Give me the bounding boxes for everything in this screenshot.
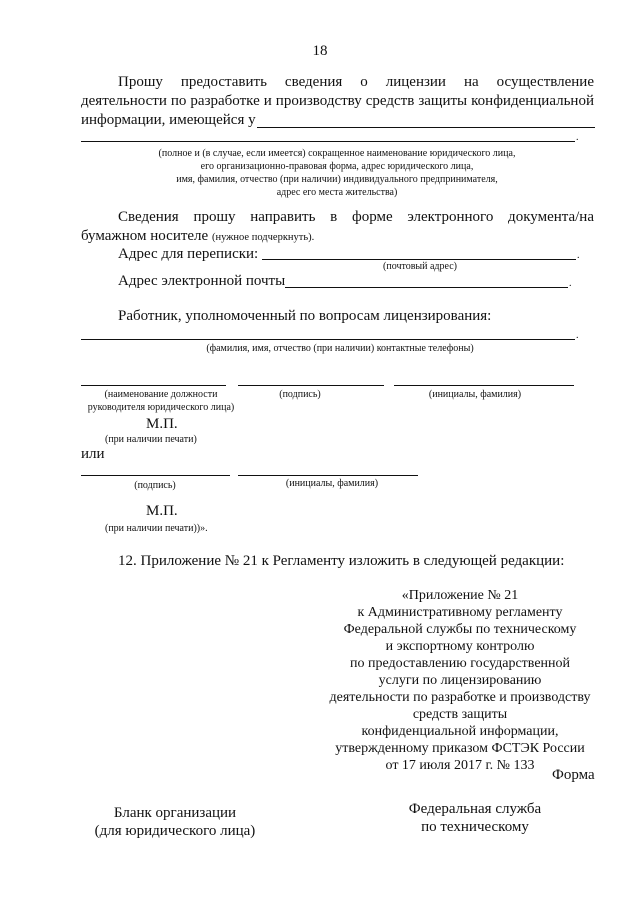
- position-caption-line-2: руководителя юридического лица): [87, 402, 235, 413]
- appendix-heading: [325, 587, 595, 774]
- holder-name-line-2[interactable]: [81, 141, 575, 142]
- officer-dot: .: [576, 330, 579, 341]
- initials-line-1[interactable]: [394, 385, 574, 386]
- appendix-line-5: по предоставлению государственной: [349, 656, 571, 671]
- delivery-line-2: [81, 227, 314, 245]
- signature-line-1[interactable]: [238, 385, 384, 386]
- letterhead-right-line-1: Федеральная служба: [408, 801, 542, 817]
- postal-dot: .: [577, 250, 580, 261]
- stamp-label-1: М.П.: [146, 416, 178, 432]
- appendix-line-10: утвержденному приказом ФСТЭК России: [335, 741, 585, 756]
- letterhead-right: [390, 800, 560, 836]
- stamp-note-2: (при наличии печати))».: [105, 523, 208, 534]
- holder-caption-line-4: адрес его места жительства): [276, 187, 398, 198]
- appendix-line-3: Федеральной службы по техническому: [343, 622, 577, 637]
- appendix-line-2: к Административному регламенту: [357, 605, 563, 620]
- email-dot: .: [569, 278, 572, 289]
- or-label: или: [81, 446, 105, 462]
- holder-caption: [81, 147, 593, 199]
- email-label: Адрес электронной почты: [118, 273, 286, 289]
- appendix-line-1: «Приложение № 21: [401, 588, 519, 603]
- appendix-line-7: деятельности по разработке и производству: [329, 690, 591, 705]
- appendix-line-11: от 17 июля 2017 г. № 133: [385, 758, 535, 773]
- postal-label: Адрес для переписки:: [118, 246, 259, 262]
- request-line-3: информации, имеющейся у: [81, 112, 256, 128]
- request-line-1: Прошу предоставить сведения о лицензии на осуществление: [118, 74, 594, 90]
- initials-caption-2: (инициалы, фамилия): [285, 478, 379, 489]
- stamp-label-2: М.П.: [146, 503, 178, 519]
- letterhead-left-line-2: (для юридического лица): [94, 823, 256, 839]
- letterhead-left-line-1: Бланк организации: [113, 805, 237, 821]
- position-caption-line-1: (наименование должности: [104, 389, 218, 400]
- position-line[interactable]: [81, 385, 226, 386]
- form-label: Форма: [552, 767, 595, 783]
- delivery-medium: бумажном носителе: [81, 228, 209, 244]
- line-end-dot: .: [576, 132, 579, 143]
- initials-line-2[interactable]: [238, 475, 418, 476]
- officer-line[interactable]: [81, 339, 575, 340]
- letterhead-right-line-2: по техническому: [421, 819, 529, 835]
- signature-caption-1: (подпись): [279, 389, 321, 400]
- page-number: 18: [312, 43, 328, 59]
- position-caption: [81, 388, 241, 414]
- request-line-2: деятельности по разработке и производству средств защиты конфиденциальной: [81, 93, 594, 109]
- signature-caption-2: (подпись): [134, 480, 176, 491]
- delivery-line-1: Сведения прошу направить в форме электронного документа/на: [118, 209, 594, 225]
- holder-caption-line-2: его организационно-правовая форма, адрес юридического лица,: [200, 161, 474, 172]
- appendix-line-6: услуги по лицензированию: [378, 673, 542, 688]
- signature-line-2[interactable]: [81, 475, 230, 476]
- initials-caption-1: (инициалы, фамилия): [428, 389, 522, 400]
- stamp-note-1: (при наличии печати): [105, 434, 197, 445]
- delivery-note: (нужное подчеркнуть).: [211, 232, 315, 243]
- appendix-line-4: и экспортному контролю: [385, 639, 535, 654]
- appendix-line-8: средств защиты: [412, 707, 508, 722]
- holder-name-line[interactable]: [257, 127, 595, 128]
- officer-caption: (фамилия, имя, отчество (при наличии) контактные телефоны): [206, 343, 474, 354]
- email-line[interactable]: [285, 287, 568, 288]
- postal-caption: (почтовый адрес): [383, 261, 457, 272]
- officer-label: Работник, уполномоченный по вопросам лицензирования:: [118, 308, 492, 324]
- item-12: 12. Приложение № 21 к Регламенту изложить в следующей редакции:: [118, 553, 565, 569]
- appendix-line-9: конфиденциальной информации,: [361, 724, 559, 739]
- letterhead-left: [80, 804, 270, 840]
- holder-caption-line-3: имя, фамилия, отчество (при наличии) индивидуального предпринимателя,: [176, 174, 498, 185]
- holder-caption-line-1: (полное и (в случае, если имеется) сокращенное наименование юридического лица,: [158, 148, 516, 159]
